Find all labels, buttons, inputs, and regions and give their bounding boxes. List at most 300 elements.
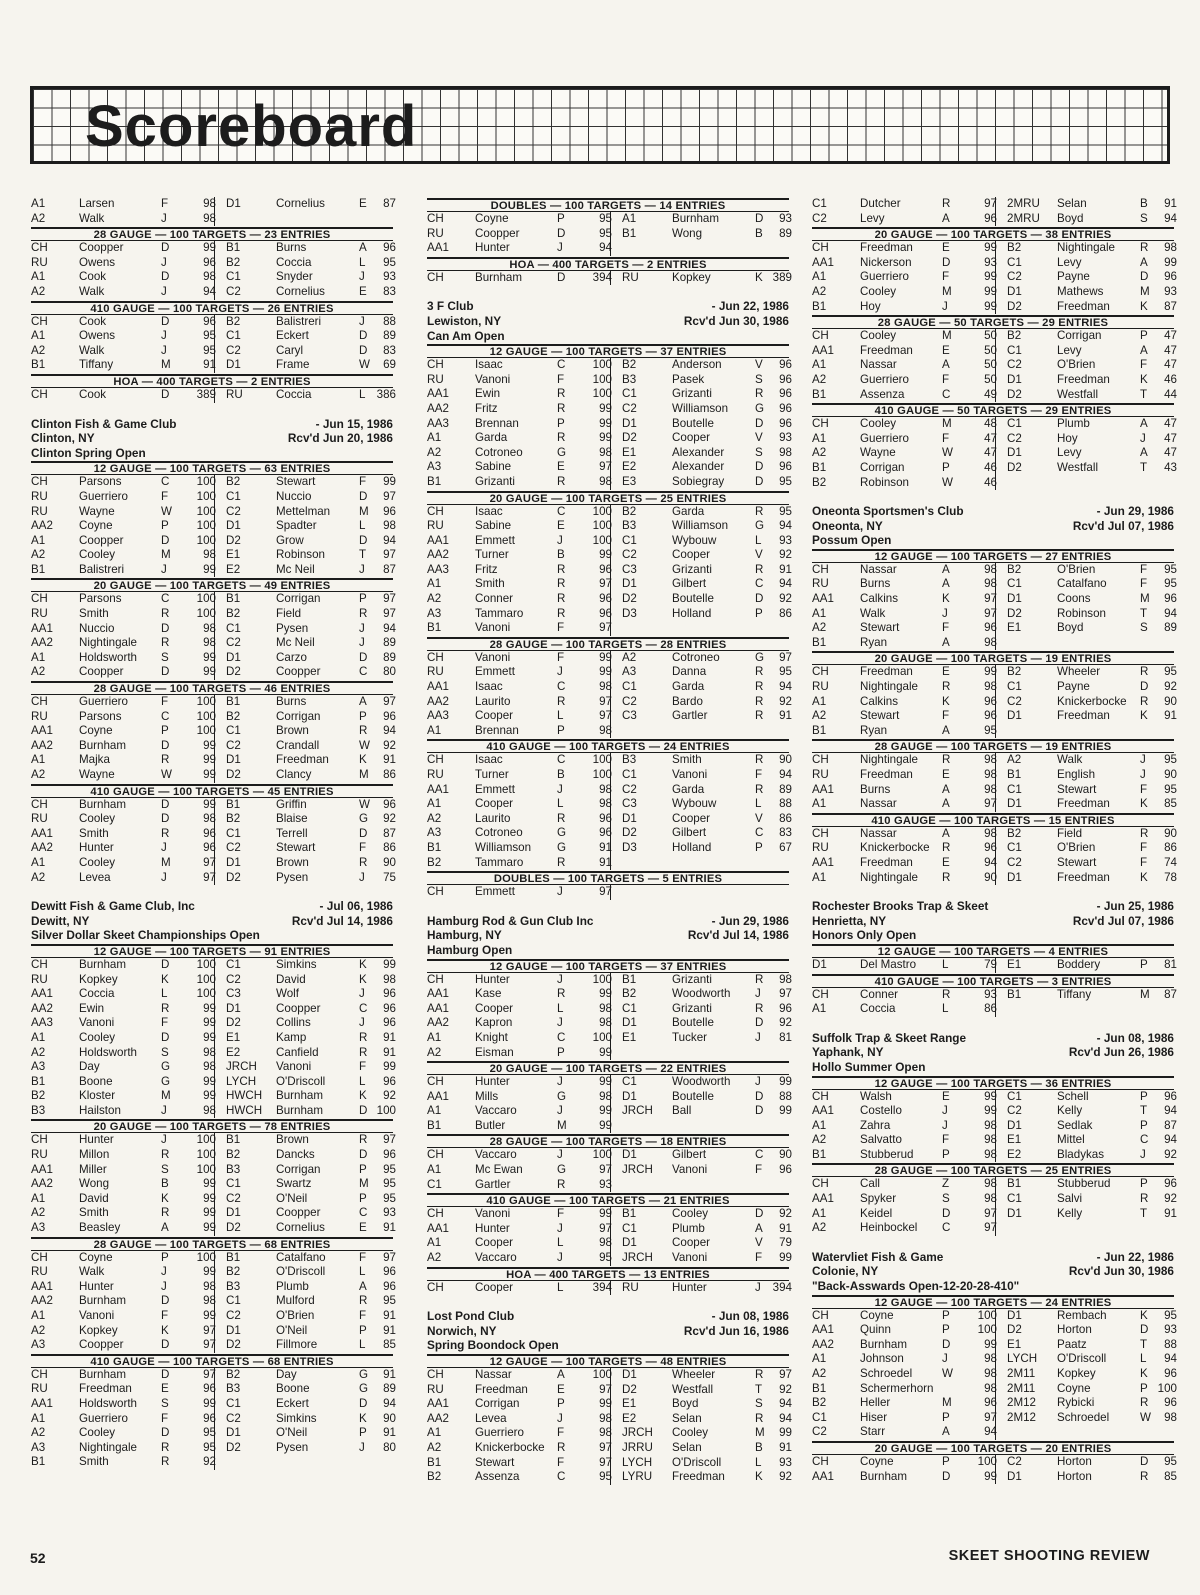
initial-right: C [359,1206,368,1220]
class-left: A1 [427,1104,442,1118]
class-left: A1 [812,1118,827,1132]
name-right: O'Brien [1057,562,1096,576]
initial-left: E [942,343,950,357]
name-right: Woodworth [672,987,731,1001]
class-left: CH [31,592,48,606]
class-left: A2 [427,1045,442,1059]
club-line-left: Clinton Spring Open [31,445,146,460]
score-row [812,562,1177,578]
name-left: Turner [475,768,509,781]
score-row [427,840,792,856]
class-left: A1 [427,1426,442,1440]
column-1 [31,197,396,1470]
score-row [31,812,396,827]
score-right: 92 [779,1016,792,1030]
score-row [812,284,1177,300]
score-right: 95 [779,474,792,488]
score-right: 92 [1164,1192,1177,1206]
class-left: AA2 [31,519,53,533]
initial-left: A [942,211,950,225]
class-left: A3 [427,460,442,474]
score-row [427,1030,792,1046]
name-left: Freedman [860,241,913,255]
initial-left: L [942,1002,949,1016]
row-divider [214,1426,215,1441]
score-row [812,987,1177,1003]
score-right: 88 [779,1089,792,1103]
score-right: 96 [383,797,396,811]
name-right: Anderson [672,358,722,372]
initial-left: R [557,387,566,401]
initial-left: L [557,797,564,811]
name-left: Guerriero [860,372,909,386]
class-left: RU [427,372,444,386]
score-left: 97 [599,709,612,723]
name-left: Burnham [79,957,127,971]
name-left: Emmett [475,782,515,796]
score-left: 99 [599,1207,612,1221]
initial-right: A [359,1279,367,1293]
class-left: AA2 [31,1177,53,1191]
score-row [812,329,1177,344]
class-right: B3 [226,1162,241,1176]
class-left: CH [812,1308,829,1322]
row-divider [995,388,996,403]
initial-right: A [1140,343,1148,357]
class-right: RU [622,1280,639,1294]
row-divider [995,1352,996,1367]
initial-right: L [359,1338,366,1352]
score-right: 95 [779,504,792,518]
score-row [31,475,396,490]
score-right: 96 [779,387,792,401]
row-divider [214,548,215,563]
class-right: JRRU [622,1440,653,1454]
class-left: A1 [812,358,827,372]
score-row [31,1382,396,1397]
initial-left: D [161,387,170,401]
score-row [812,358,1177,373]
name-left: Guerriero [79,695,128,709]
score-right: 95 [1164,665,1177,679]
class-left: CH [427,504,444,518]
class-right: B2 [226,475,241,489]
name-left: Kopkey [79,1323,118,1337]
score-row [427,1119,789,1134]
class-right: B3 [622,519,637,533]
class-left: AA3 [427,709,449,723]
class-left: CH [31,957,48,971]
initial-right: F [1140,782,1148,796]
initial-right: F [755,1251,763,1265]
class-left: B2 [427,1470,442,1484]
name-right: O'Brien [1057,358,1096,372]
score-row [812,1089,1177,1105]
initial-right: L [755,797,762,811]
name-left: Vaccaro [475,1104,517,1118]
score-right: 47 [1164,329,1177,343]
class-left: CH [31,387,48,401]
name-left: Vanoni [475,621,511,635]
name-right: Westfall [1057,387,1099,401]
class-right: C2 [622,694,637,708]
class-right: D2 [1007,299,1022,313]
name-right: Rybicki [1057,1396,1095,1410]
initial-right: C [755,826,764,840]
score-row [812,709,1177,724]
name-left: David [79,1191,109,1205]
row-divider [995,446,996,461]
initial-right: P [1140,1381,1148,1395]
name-left: Heller [860,1396,891,1410]
name-left: Fritz [475,401,498,415]
row-divider [995,1148,996,1163]
class-right: E2 [622,1411,637,1425]
initial-left: F [942,270,950,284]
initial-left: D [161,957,170,971]
name-right: Plumb [1057,417,1090,431]
initial-left: J [557,1148,563,1162]
club-line [812,1045,1174,1060]
score-row [812,1177,1177,1192]
initial-left: K [161,1323,169,1337]
score-left: 96 [203,255,216,269]
score-right: 94 [779,768,792,781]
row-divider [214,1206,215,1221]
name-left: Stewart [860,709,900,723]
score-left: 98 [203,1060,216,1074]
score-right: 99 [383,957,396,971]
name-left: Stewart [860,621,900,635]
class-right: JRCH [622,1426,653,1440]
section-header: HOA — 400 TARGETS — 2 ENTRIES [31,374,393,388]
class-left: CH [31,314,48,328]
class-left: A1 [31,329,46,343]
name-right: Freedman [1057,870,1110,884]
name-left: Hunter [79,1279,114,1293]
initial-right: D [359,533,368,547]
initial-right: F [359,841,367,855]
name-right: Westfall [672,1382,714,1396]
score-row [427,972,792,988]
score-right: 99 [779,1104,792,1118]
initial-left: F [942,1133,950,1147]
class-left: AA3 [427,562,449,576]
initial-left: J [161,1133,167,1147]
score-left: 100 [977,1323,997,1337]
club-line-left: Suffolk Trap & Skeet Range [812,1030,967,1045]
club-line-left: Clinton, NY [31,431,95,446]
name-left: Cooper [475,1001,514,1015]
score-row [812,1221,1174,1236]
initial-left: F [557,372,565,386]
initial-left: F [557,1426,565,1440]
score-row [812,299,1177,315]
row-divider [214,1133,215,1148]
score-row [31,519,396,534]
initial-left: F [161,695,169,709]
name-right: Stewart [276,841,316,855]
score-left: 99 [984,299,997,313]
score-row [427,856,789,871]
score-right: 95 [383,1177,396,1191]
initial-right: V [755,1236,763,1250]
score-row [812,577,1177,592]
row-divider [214,1148,215,1163]
name-left: Hoy [860,299,881,313]
row-divider [610,563,611,578]
name-left: Heinbockel [860,1221,918,1235]
score-left: 96 [203,841,216,855]
initial-left: E [557,460,565,474]
score-row [812,1396,1177,1411]
score-left: 394 [592,1280,612,1294]
initial-right: V [755,811,763,825]
initial-left: R [161,753,170,767]
initial-right: M [755,1426,765,1440]
initial-right: L [1140,1352,1147,1366]
class-left: B1 [427,840,442,854]
initial-left: C [557,1030,566,1044]
row-divider [214,505,215,520]
score-right: 47 [1164,417,1177,431]
spacer [31,885,393,899]
score-right: 90 [1164,826,1177,840]
class-left: AA2 [427,1411,449,1425]
name-left: Holdsworth [79,1396,137,1410]
initial-left: R [161,1440,170,1454]
score-left: 47 [984,446,997,460]
score-left: 99 [984,1104,997,1118]
class-right: HWCH [226,1089,263,1103]
score-left: 99 [599,1118,612,1132]
name-right: Bardo [672,694,703,708]
section-header: 12 GAUGE — 100 TARGETS — 91 ENTRIES [31,944,393,958]
initial-right: P [359,1323,367,1337]
name-right: Simkins [276,1411,317,1425]
name-right: Fillmore [276,1338,318,1352]
name-right: Mettelman [276,504,331,518]
name-right: Rembach [1057,1308,1107,1322]
class-left: AA1 [31,621,53,635]
initial-left: S [161,1045,169,1059]
initial-left: M [942,417,952,431]
initial-left: D [942,1337,951,1351]
class-left: B2 [31,1089,46,1103]
initial-right: E [359,1221,367,1235]
row-divider [214,1265,215,1280]
name-right: Knickerbocke [1057,694,1127,708]
name-right: Mittel [1057,1133,1085,1147]
class-right: D1 [226,1001,241,1015]
score-row [31,753,396,768]
initial-left: P [942,1308,950,1322]
initial-right: J [755,1030,761,1044]
score-right: 98 [1164,241,1177,255]
initial-right: P [1140,1089,1148,1103]
score-row [31,1089,396,1104]
class-left: AA1 [31,1396,53,1410]
score-right: 92 [779,1382,792,1396]
name-left: Vaccaro [475,1251,517,1265]
name-right: Robinson [1057,606,1106,620]
initial-right: E [359,197,367,210]
name-right: Bladykas [1057,1147,1105,1161]
class-left: RU [31,1148,48,1162]
name-right: Cooper [672,431,711,445]
score-right: 96 [383,987,396,1001]
initial-right: R [755,1001,764,1015]
row-divider [610,1236,611,1251]
name-right: Mulford [276,1294,315,1308]
score-left: 96 [984,709,997,723]
name-right: Williamson [672,519,729,533]
score-left: 98 [203,812,216,826]
name-left: Coccia [79,987,115,1001]
score-right: 89 [383,636,396,650]
score-right: 74 [1164,855,1177,869]
section-header: 28 GAUGE — 100 TARGETS — 19 ENTRIES [812,739,1174,753]
score-row [812,606,1177,622]
initial-right: T [1140,460,1148,474]
initial-left: E [942,1089,950,1103]
name-right: Vanoni [672,1251,708,1265]
initial-right: J [359,636,365,650]
initial-left: J [942,606,948,620]
class-right: C2 [622,548,637,562]
score-left: 93 [984,255,997,269]
club-line [427,314,789,329]
initial-right: S [755,372,763,386]
club-line [31,914,393,929]
score-left: 98 [984,635,997,649]
score-left: 96 [599,606,612,620]
club-line-right: - Jun 08, 1986 [1096,1030,1174,1045]
class-left: CH [31,1250,48,1264]
initial-left: A [557,1368,565,1381]
name-right: Grow [276,533,304,547]
initial-right: P [1140,1177,1148,1191]
name-right: Kamp [276,1030,307,1044]
class-left: AA2 [31,1294,53,1308]
class-right: JRCH [622,1251,653,1265]
score-left: 99 [984,241,997,255]
name-right: Caryl [276,343,304,357]
club-line-left: Yaphank, NY [812,1045,884,1060]
initial-left: L [557,1280,564,1294]
score-right: 93 [779,212,792,225]
score-right: 46 [1164,372,1177,386]
score-left: 95 [599,212,612,225]
name-right: Brown [276,724,309,738]
name-right: Canfield [276,1045,319,1059]
class-right: C1 [622,768,637,781]
class-left: B1 [31,358,46,372]
class-left: B1 [427,1455,442,1469]
name-right: Holland [672,606,712,620]
class-right: B1 [622,1207,637,1221]
name-left: Fritz [475,562,498,576]
score-right: 91 [383,1323,396,1337]
score-row [812,1352,1177,1367]
score-left: 99 [203,1265,216,1279]
score-row [31,1191,396,1207]
row-divider [610,431,611,446]
score-right: 90 [383,1411,396,1425]
score-right: 87 [383,197,396,210]
initial-right: T [755,1382,763,1396]
class-right: C1 [226,329,241,343]
row-divider [214,1397,215,1412]
class-left: A1 [812,694,827,708]
score-row [31,1426,396,1441]
class-right: D1 [1007,709,1022,723]
class-left: CH [812,665,829,679]
score-left: 97 [599,1221,612,1235]
initial-left: J [557,665,563,679]
initial-left: C [161,475,170,489]
score-left: 100 [592,1368,612,1381]
score-row [427,768,792,783]
score-left: 99 [599,1104,612,1118]
row-divider [995,1309,996,1324]
score-row [427,533,792,549]
initial-right: D [1140,1454,1149,1468]
magazine-name: SKEET SHOOTING REVIEW [948,1548,1150,1564]
row-divider [214,812,215,827]
score-left: 95 [203,329,216,343]
initial-left: G [557,1089,567,1103]
class-left: CH [31,241,48,255]
score-row [812,1118,1177,1134]
initial-left: F [161,1309,169,1322]
score-left: 100 [196,1250,216,1264]
score-left: 99 [984,1089,997,1103]
score-left: 98 [599,1089,612,1103]
class-right: D1 [1007,284,1022,298]
class-left: CH [427,885,444,899]
name-left: Nightingale [860,753,919,767]
initial-right: L [359,255,366,269]
name-right: David [276,972,306,986]
initial-right: K [359,957,367,971]
row-divider [610,1397,611,1412]
class-right: B1 [1007,987,1022,1001]
score-right: 96 [779,416,792,430]
club-line-left: Hamburg Rod & Gun Club Inc [427,913,594,928]
class-right: D2 [1007,387,1022,401]
score-row [31,197,396,212]
score-right: 94 [779,1411,792,1425]
name-right: Spadter [276,519,317,533]
score-right: 95 [1164,1308,1177,1322]
club-line [812,1031,1174,1046]
class-right: E2 [226,1045,241,1059]
score-left: 97 [599,1382,612,1396]
initial-left: R [557,811,566,825]
score-left: 100 [196,592,216,606]
score-left: 97 [203,870,216,884]
name-left: Owens [79,255,116,269]
initial-right: R [755,562,764,576]
initial-right: K [359,972,367,986]
class-right: C1 [1007,1192,1022,1206]
name-left: Wayne [860,446,896,460]
score-right: 87 [1164,1118,1177,1132]
name-left: Assenza [860,387,905,401]
spacer [812,1236,1174,1250]
score-left: 98 [984,577,997,591]
